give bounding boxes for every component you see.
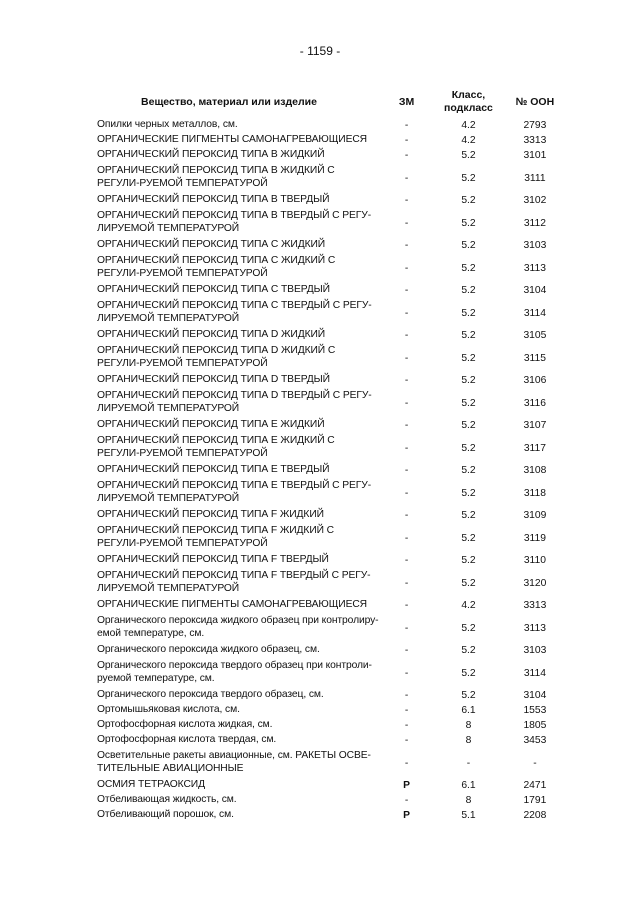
header-class xyxy=(434,86,503,118)
row-name: ОРГАНИЧЕСКИЙ ПЕРОКСИД ТИПА Е ТВЕРДЫЙ xyxy=(97,464,330,475)
table-row xyxy=(97,658,567,688)
table-row xyxy=(97,523,567,553)
row-zm: - xyxy=(404,510,409,521)
row-class: 5.2 xyxy=(461,330,476,341)
row-class: 5.2 xyxy=(461,375,476,386)
row-zm: - xyxy=(404,285,409,296)
row-class: 5.2 xyxy=(461,397,476,409)
row-class: 5.2 xyxy=(461,577,476,589)
row-name: ОРГАНИЧЕСКИЙ ПЕРОКСИД ТИПА D ЖИДКИЙ xyxy=(97,329,326,340)
row-un: 1553 xyxy=(523,705,547,716)
table-row xyxy=(97,598,567,613)
row-un: 3114 xyxy=(523,307,546,319)
row-name: Осветительные ракеты авиационные, см. РАКЕТЫ ОСВЕ-ТИТЕЛЬНЫЕ АВИАЦИОННЫЕ xyxy=(97,750,371,774)
row-class: 4.2 xyxy=(461,120,476,131)
row-class: 5.1 xyxy=(461,810,476,821)
row-zm: - xyxy=(404,465,409,476)
table-row xyxy=(97,418,567,433)
row-class: 5.2 xyxy=(461,262,476,274)
row-name: Органического пероксида твердого образец при контроли-руемой температуре, см. xyxy=(97,660,372,684)
row-name: Отбеливающая жидкость, см. xyxy=(97,794,237,805)
header-name: Вещество, материал или изделие xyxy=(141,95,317,108)
row-zm: - xyxy=(404,555,409,566)
row-un: 3313 xyxy=(523,600,547,611)
row-name: ОРГАНИЧЕСКИЕ ПИГМЕНТЫ САМОНАГРЕВАЮЩИЕСЯ xyxy=(97,599,368,610)
table-row xyxy=(97,748,567,778)
table-row xyxy=(97,283,567,298)
row-zm: - xyxy=(404,217,409,229)
row-un: 2793 xyxy=(523,120,547,131)
row-name: ОРГАНИЧЕСКИЙ ПЕРОКСИД ТИПА Е ТВЕРДЫЙ С РЕГУ-ЛИРУЕМОЙ ТЕМПЕРАТУРОЙ xyxy=(97,480,372,504)
row-zm: - xyxy=(404,757,409,769)
row-class: 5.2 xyxy=(461,487,476,499)
row-class: 8 xyxy=(465,795,472,806)
row-un: 3104 xyxy=(523,690,547,701)
row-name: ОРГАНИЧЕСКИЙ ПЕРОКСИД ТИПА В ТВЕРДЫЙ xyxy=(97,194,330,205)
row-zm: - xyxy=(404,397,409,409)
row-name: ОРГАНИЧЕСКИЙ ПЕРОКСИД ТИПА С ТВЕРДЫЙ xyxy=(97,284,330,295)
row-name: Ортомышьяковая кислота, см. xyxy=(97,704,240,715)
row-un: - xyxy=(533,757,537,769)
row-zm: - xyxy=(404,645,409,656)
row-class: 8 xyxy=(465,735,472,746)
row-zm: P xyxy=(403,810,410,821)
row-un: 3101 xyxy=(523,150,547,161)
row-zm: - xyxy=(404,172,409,184)
row-class: 4.2 xyxy=(461,600,476,611)
table-row xyxy=(97,793,567,808)
table-row xyxy=(97,808,567,823)
row-un: 3117 xyxy=(523,442,546,454)
table-row xyxy=(97,163,567,193)
row-class: 5.2 xyxy=(461,172,476,184)
table-row xyxy=(97,643,567,658)
row-name: Ортофосфорная кислота жидкая, см. xyxy=(97,719,273,730)
row-class: 5.2 xyxy=(461,352,476,364)
row-zm: - xyxy=(404,795,409,806)
row-un: 3114 xyxy=(523,667,546,679)
row-name: ОРГАНИЧЕСКИЙ ПЕРОКСИД ТИПА Е ЖИДКИЙ С РЕГУЛИ-РУЕМОЙ ТЕМПЕРАТУРОЙ xyxy=(97,435,335,459)
row-class: - xyxy=(466,757,471,769)
row-un: 3110 xyxy=(523,555,546,566)
table-row xyxy=(97,133,567,148)
table-row xyxy=(97,298,567,328)
row-zm: - xyxy=(404,735,409,746)
row-class: 5.2 xyxy=(461,510,476,521)
substances-table xyxy=(97,86,567,823)
row-name: ОРГАНИЧЕСКИЙ ПЕРОКСИД ТИПА D ЖИДКИЙ С РЕГУЛИ-РУЕМОЙ ТЕМПЕРАТУРОЙ xyxy=(97,345,336,369)
row-name: ОРГАНИЧЕСКИЙ ПЕРОКСИД ТИПА F ТВЕРДЫЙ xyxy=(97,554,329,565)
row-un: 2471 xyxy=(523,780,547,791)
row-class: 5.2 xyxy=(461,465,476,476)
row-zm: - xyxy=(404,442,409,454)
row-un: 2208 xyxy=(523,810,547,821)
row-un: 3105 xyxy=(523,330,547,341)
table-row xyxy=(97,508,567,523)
row-name: Отбеливающий порошок, см. xyxy=(97,809,234,820)
row-zm: P xyxy=(403,780,410,791)
row-name: ОРГАНИЧЕСКИЙ ПЕРОКСИД ТИПА Е ЖИДКИЙ xyxy=(97,419,325,430)
row-name: Ортофосфорная кислота твердая, см. xyxy=(97,734,277,745)
table-row xyxy=(97,328,567,343)
page-number: - 1159 - xyxy=(299,44,341,58)
table-row xyxy=(97,433,567,463)
row-name: ОСМИЯ ТЕТРАОКСИД xyxy=(97,779,205,790)
row-un: 3120 xyxy=(523,577,547,589)
row-un: 3119 xyxy=(523,532,546,544)
table-row xyxy=(97,388,567,418)
row-class: 5.2 xyxy=(461,645,476,656)
row-name: Органического пероксида жидкого образец, см. xyxy=(97,644,320,655)
table-row xyxy=(97,208,567,238)
row-zm: - xyxy=(404,690,409,701)
row-class: 5.2 xyxy=(461,690,476,701)
row-un: 3115 xyxy=(523,352,546,364)
table-header xyxy=(97,86,567,118)
row-zm: - xyxy=(404,720,409,731)
row-class: 5.2 xyxy=(461,532,476,544)
row-zm: - xyxy=(404,420,409,431)
row-zm: - xyxy=(404,150,409,161)
row-zm: - xyxy=(404,135,409,146)
row-name: ОРГАНИЧЕСКИЙ ПЕРОКСИД ТИПА С ТВЕРДЫЙ С РЕГУ-ЛИРУЕМОЙ ТЕМПЕРАТУРОЙ xyxy=(97,300,372,324)
row-un: 3104 xyxy=(523,285,547,296)
row-class: 5.2 xyxy=(461,420,476,431)
row-class: 8 xyxy=(465,720,472,731)
row-name: ОРГАНИЧЕСКИЙ ПЕРОКСИД ТИПА F ЖИДКИЙ С РЕГУЛИ-РУЕМОЙ ТЕМПЕРАТУРОЙ xyxy=(97,525,335,549)
table-row xyxy=(97,568,567,598)
row-zm: - xyxy=(404,577,409,589)
row-zm: - xyxy=(404,120,409,131)
row-zm: - xyxy=(404,622,409,634)
row-zm: - xyxy=(404,195,409,206)
row-un: 3453 xyxy=(523,735,547,746)
row-zm: - xyxy=(404,667,409,679)
row-name: ОРГАНИЧЕСКИЙ ПЕРОКСИД ТИПА F ЖИДКИЙ xyxy=(97,509,324,520)
row-name: ОРГАНИЧЕСКИЙ ПЕРОКСИД ТИПА D ТВЕРДЫЙ xyxy=(97,374,330,385)
table-row xyxy=(97,718,567,733)
row-zm: - xyxy=(404,705,409,716)
row-name: Органического пероксида жидкого образец при контролиру-емой температуре, см. xyxy=(97,615,379,639)
row-name: ОРГАНИЧЕСКИЙ ПЕРОКСИД ТИПА В ЖИДКИЙ xyxy=(97,149,325,160)
row-un: 3107 xyxy=(523,420,547,431)
row-zm: - xyxy=(404,600,409,611)
table-row xyxy=(97,343,567,373)
row-name: ОРГАНИЧЕСКИЕ ПИГМЕНТЫ САМОНАГРЕВАЮЩИЕСЯ xyxy=(97,134,368,145)
row-class: 5.2 xyxy=(461,150,476,161)
row-un: 3111 xyxy=(524,172,546,184)
table-body xyxy=(97,118,567,823)
row-zm: - xyxy=(404,375,409,386)
row-class: 6.1 xyxy=(461,780,476,791)
row-zm: - xyxy=(404,240,409,251)
row-un: 3112 xyxy=(523,217,546,229)
table-row xyxy=(97,463,567,478)
header-class-label: Класс, подкласс xyxy=(444,89,493,114)
row-un: 3109 xyxy=(523,510,547,521)
table-row xyxy=(97,373,567,388)
row-class: 5.2 xyxy=(461,622,476,634)
row-name: ОРГАНИЧЕСКИЙ ПЕРОКСИД ТИПА В ТВЕРДЫЙ С РЕГУ-ЛИРУЕМОЙ ТЕМПЕРАТУРОЙ xyxy=(97,210,372,234)
table-row xyxy=(97,193,567,208)
row-name: ОРГАНИЧЕСКИЙ ПЕРОКСИД ТИПА В ЖИДКИЙ С РЕГУЛИ-РУЕМОЙ ТЕМПЕРАТУРОЙ xyxy=(97,165,335,189)
row-name: Опилки черных металлов, см. xyxy=(97,119,238,130)
header-zm: ЗМ xyxy=(398,95,415,108)
row-name: ОРГАНИЧЕСКИЙ ПЕРОКСИД ТИПА С ЖИДКИЙ С РЕГУЛИ-РУЕМОЙ ТЕМПЕРАТУРОЙ xyxy=(97,255,336,279)
row-class: 5.2 xyxy=(461,667,476,679)
row-class: 6.1 xyxy=(461,705,476,716)
row-un: 3103 xyxy=(523,645,547,656)
row-class: 5.2 xyxy=(461,285,476,296)
row-name: Органического пероксида твердого образец, см. xyxy=(97,689,324,700)
table-row xyxy=(97,148,567,163)
table-row xyxy=(97,733,567,748)
table-row xyxy=(97,478,567,508)
row-class: 5.2 xyxy=(461,217,476,229)
row-un: 3106 xyxy=(523,375,547,386)
row-un: 3103 xyxy=(523,240,547,251)
row-un: 1805 xyxy=(523,720,547,731)
row-zm: - xyxy=(404,352,409,364)
row-un: 1791 xyxy=(523,795,547,806)
row-un: 3108 xyxy=(523,465,547,476)
row-un: 3102 xyxy=(523,195,547,206)
row-un: 3118 xyxy=(523,487,546,499)
table-row xyxy=(97,238,567,253)
row-zm: - xyxy=(404,262,409,274)
row-zm: - xyxy=(404,532,409,544)
row-un: 3113 xyxy=(523,262,546,274)
row-class: 5.2 xyxy=(461,195,476,206)
table-row xyxy=(97,118,567,133)
row-un: 3113 xyxy=(523,622,546,634)
row-name: ОРГАНИЧЕСКИЙ ПЕРОКСИД ТИПА F ТВЕРДЫЙ С РЕГУ-ЛИРУЕМОЙ ТЕМПЕРАТУРОЙ xyxy=(97,570,371,594)
table-row xyxy=(97,778,567,793)
row-name: ОРГАНИЧЕСКИЙ ПЕРОКСИД ТИПА С ЖИДКИЙ xyxy=(97,239,326,250)
row-name: ОРГАНИЧЕСКИЙ ПЕРОКСИД ТИПА D ТВЕРДЫЙ С РЕГУ-ЛИРУЕМОЙ ТЕМПЕРАТУРОЙ xyxy=(97,390,372,414)
table-row xyxy=(97,253,567,283)
row-zm: - xyxy=(404,307,409,319)
row-class: 4.2 xyxy=(461,135,476,146)
row-zm: - xyxy=(404,487,409,499)
table-row xyxy=(97,703,567,718)
table-row xyxy=(97,553,567,568)
row-class: 5.2 xyxy=(461,307,476,319)
row-un: 3116 xyxy=(523,397,546,409)
row-class: 5.2 xyxy=(461,240,476,251)
row-un: 3313 xyxy=(523,135,547,146)
header-un: № ООН xyxy=(515,95,555,108)
row-class: 5.2 xyxy=(461,555,476,566)
row-class: 5.2 xyxy=(461,442,476,454)
row-zm: - xyxy=(404,330,409,341)
table-row xyxy=(97,688,567,703)
table-row xyxy=(97,613,567,643)
